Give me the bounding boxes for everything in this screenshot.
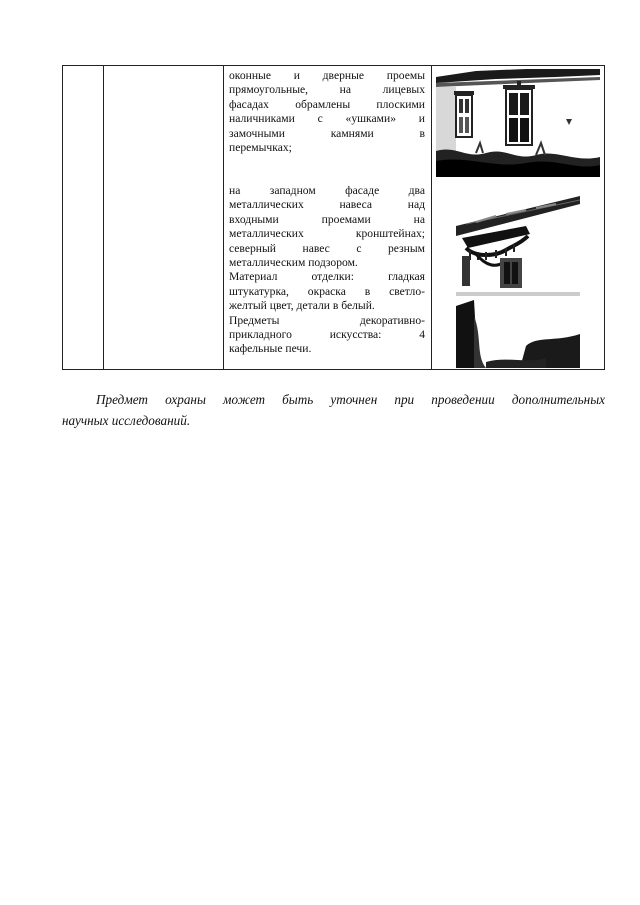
text-line: металлических кронштейнах; bbox=[229, 227, 425, 241]
text-line: наличниками с «ушками» и bbox=[229, 112, 425, 126]
canopy-entrance-photo bbox=[456, 196, 580, 368]
text-line: Предметы декоративно- bbox=[229, 313, 425, 327]
text-line: прямоугольные, на лицевых bbox=[229, 83, 425, 97]
text-line: перемычках; bbox=[229, 141, 292, 155]
text-line: на западном фасаде два bbox=[229, 184, 425, 197]
description-canopies-finish bbox=[229, 184, 425, 357]
footnote-line: Предмет охраны может быть уточнен при проведении дополнительных bbox=[96, 392, 605, 407]
column-divider bbox=[431, 66, 432, 369]
text-line: оконные и дверные проемы bbox=[229, 69, 425, 82]
footnote-line: научных исследований. bbox=[62, 413, 191, 428]
text-line: северный навес с резным bbox=[229, 241, 425, 255]
protection-table bbox=[62, 65, 605, 370]
text-line: штукатурка, окраска в светло- bbox=[229, 284, 425, 298]
facade-windows-photo bbox=[436, 69, 600, 177]
text-line: фасадах обрамлены плоскими bbox=[229, 97, 425, 111]
text-line: кафельные печи. bbox=[229, 342, 312, 356]
column-divider bbox=[103, 66, 104, 369]
text-line: входными проемами на bbox=[229, 212, 425, 226]
text-line: желтый цвет, детали в белый. bbox=[229, 299, 375, 313]
column-divider bbox=[223, 66, 224, 369]
text-line: замочными камнями в bbox=[229, 126, 425, 140]
text-line: Материал отделки: гладкая bbox=[229, 270, 425, 284]
text-line: металлических навеса над bbox=[229, 198, 425, 212]
footnote bbox=[62, 389, 605, 431]
text-line: металлическим подзором. bbox=[229, 256, 358, 270]
description-windows-doors bbox=[229, 69, 425, 155]
text-line: прикладного искусства: 4 bbox=[229, 328, 425, 342]
